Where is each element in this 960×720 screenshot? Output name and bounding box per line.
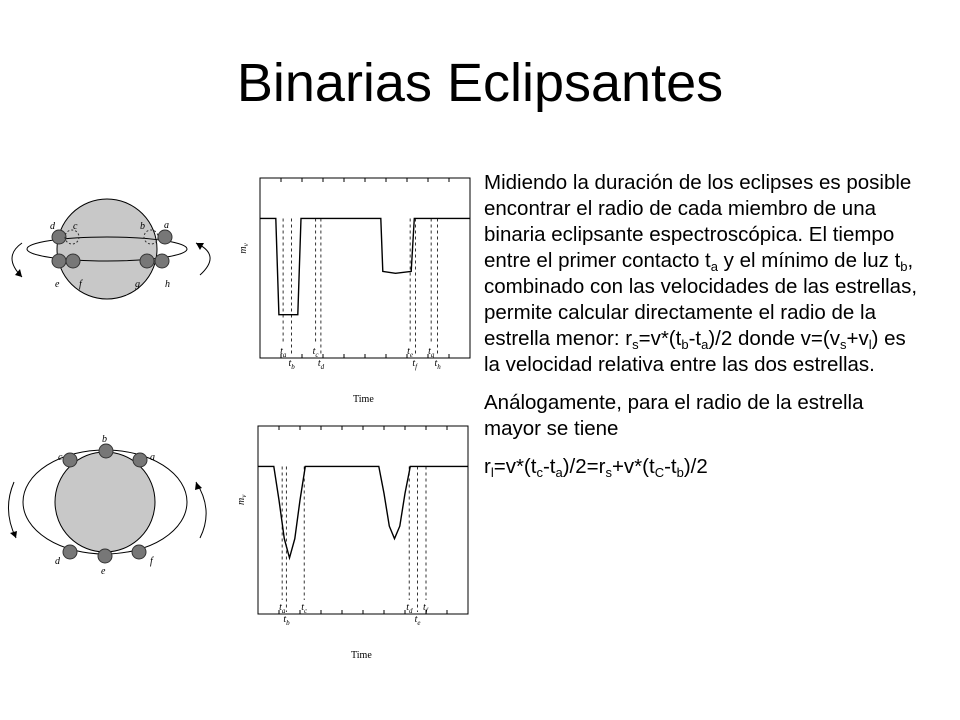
light-curve-partial xyxy=(230,420,475,661)
x-axis-label: Time xyxy=(353,394,374,405)
subscript: a xyxy=(555,465,563,480)
tick-label: $t_b$ xyxy=(288,358,295,371)
text-run: -t xyxy=(688,327,702,350)
y-axis-label: $m_v$ xyxy=(238,243,250,254)
label-f: f xyxy=(150,556,153,567)
subscript: b xyxy=(676,465,684,480)
arrow-head-left xyxy=(10,531,17,538)
small-star-f xyxy=(132,545,146,559)
text-run: Midiendo la duración de los eclipses es posible encontrar el radio de cada miembro de una binaria eclipsante espectroscópica. El tiempo entre el primer contacto t xyxy=(484,171,912,272)
orbit-diagram-partial xyxy=(0,430,232,580)
small-star-e xyxy=(98,549,112,563)
small-star-f xyxy=(66,254,80,268)
text-run: ) es la velocidad relativa entre las dos estrellas. xyxy=(484,327,906,376)
label-c: c xyxy=(58,452,63,463)
text-run: -t xyxy=(542,455,556,478)
text-run: -t xyxy=(664,455,677,478)
rotation-arrow-left xyxy=(8,482,16,538)
small-star-a xyxy=(158,230,172,244)
rotation-arrow-right xyxy=(196,243,210,275)
small-star-d xyxy=(52,230,66,244)
subscript: C xyxy=(654,465,665,480)
text-run: )/2 donde v=(v xyxy=(708,327,840,350)
small-star-c xyxy=(63,453,77,467)
y-axis-label: $m_v$ xyxy=(236,494,248,505)
light-curve-line xyxy=(258,466,468,558)
label-e: e xyxy=(101,566,106,577)
tick-label: $t_h$ xyxy=(434,358,441,371)
text-run: =v*(t xyxy=(493,455,537,478)
text-run: r xyxy=(484,455,491,478)
label-b: b xyxy=(102,434,107,445)
slide-title: Binarias Eclipsantes xyxy=(236,53,724,113)
tick-label: $t_d$ xyxy=(317,358,325,371)
large-star xyxy=(57,199,157,299)
label-d: d xyxy=(55,556,60,567)
small-star-d xyxy=(63,545,77,559)
light-curve-total xyxy=(230,172,475,404)
tick-label: $t_a$ xyxy=(280,346,287,359)
small-star-g xyxy=(140,254,154,268)
plot-frame xyxy=(258,426,468,614)
paragraph-eclipse-duration xyxy=(484,170,924,378)
subscript: b xyxy=(900,259,908,274)
tick-label: $t_g$ xyxy=(428,346,435,359)
tick-label: $t_f$ xyxy=(412,358,418,371)
tick-label: $t_c$ xyxy=(312,346,319,359)
label-b: b xyxy=(140,221,145,232)
subscript: l xyxy=(868,337,872,352)
label-a: a xyxy=(164,220,169,231)
small-star-h xyxy=(155,254,169,268)
x-axis-label: Time xyxy=(351,650,372,661)
tick-label: $t_f$ xyxy=(423,602,428,615)
explanation-text xyxy=(484,170,924,492)
subscript: s xyxy=(839,337,847,352)
label-f: f xyxy=(79,279,82,290)
tick-label: $t_e$ xyxy=(414,614,421,627)
arrow-head-right xyxy=(195,482,202,490)
label-g: g xyxy=(135,279,140,290)
subscript: l xyxy=(490,465,494,480)
subscript: s xyxy=(605,465,612,480)
formula-larger-radius xyxy=(484,454,924,480)
small-star-a xyxy=(133,453,147,467)
paragraph-larger-star xyxy=(484,390,924,442)
text-run: +v*(t xyxy=(611,455,655,478)
small-star-e xyxy=(52,254,66,268)
label-c: c xyxy=(73,221,78,232)
label-a: a xyxy=(150,452,155,463)
label-d: d xyxy=(50,221,55,232)
rotation-arrow-right xyxy=(196,482,206,538)
text-run: Análogamente, para el radio de la estrella mayor se tiene xyxy=(484,391,864,440)
subscript: c xyxy=(536,465,543,480)
orbit-diagram-total xyxy=(0,195,232,310)
tick-label: $t_a$ xyxy=(279,602,286,615)
text-run: +v xyxy=(846,327,869,350)
tick-label: $t_c$ xyxy=(301,602,308,615)
tick-label: $t_e$ xyxy=(407,346,414,359)
subscript: b xyxy=(681,337,689,352)
text-run: )/2=r xyxy=(562,455,606,478)
small-star-b xyxy=(99,444,113,458)
text-run: , combinado con las velocidades de las estrellas, permite calcular directamente el radio de la estrella menor: r xyxy=(484,249,918,350)
label-e: e xyxy=(55,279,60,290)
text-run: =v*(t xyxy=(638,327,682,350)
text-run: )/2 xyxy=(683,455,708,478)
subscript: a xyxy=(701,337,709,352)
tick-label: $t_d$ xyxy=(406,602,413,615)
subscript: s xyxy=(632,337,639,352)
label-h: h xyxy=(165,279,170,290)
text-run: y el mínimo de luz t xyxy=(717,249,901,272)
tick-label: $t_b$ xyxy=(283,614,290,627)
subscript: a xyxy=(710,259,718,274)
